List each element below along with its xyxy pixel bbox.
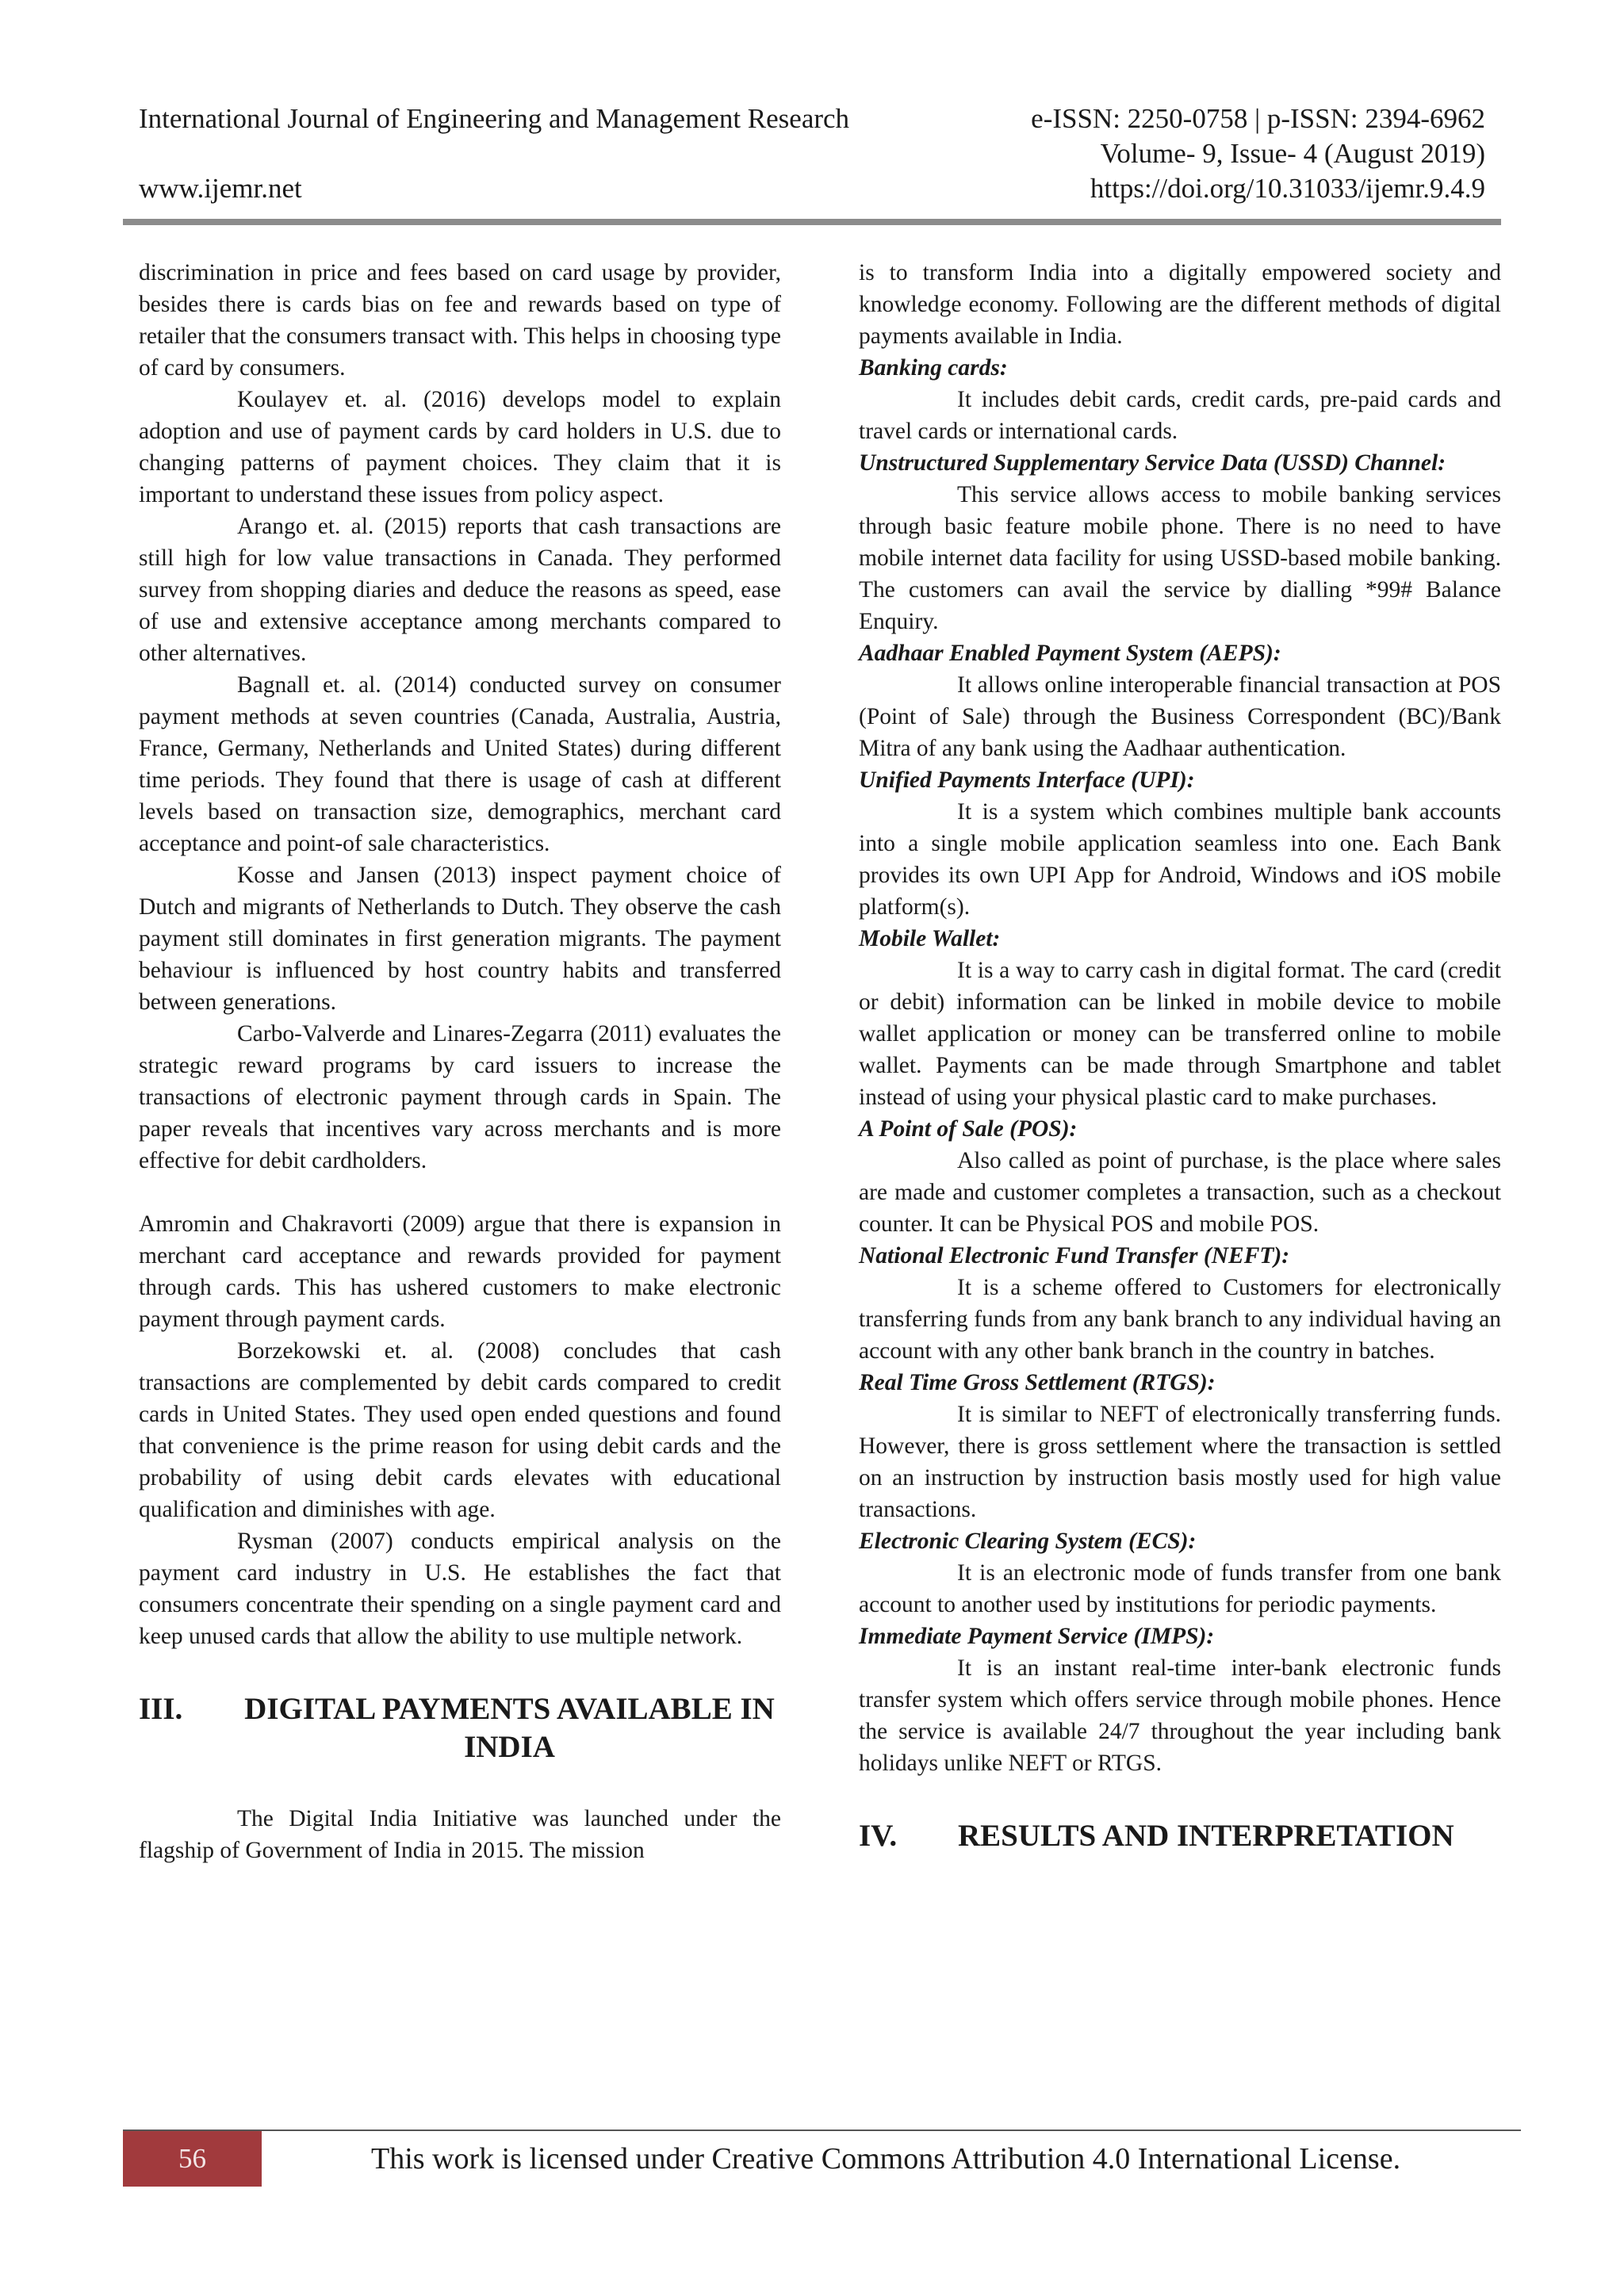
- spacer: [139, 1177, 781, 1208]
- journal-name: International Journal of Engineering and Management Research: [139, 103, 850, 134]
- paragraph: It allows online interoperable financial transaction at POS (Point of Sale) through the Business Correspondent (BC)/Bank Mitra of any bank using the Aadhaar authentication.: [859, 672, 1501, 761]
- subheading: Aadhaar Enabled Payment System (AEPS):: [859, 641, 1281, 666]
- paragraph: Koulayev et. al. (2016) develops model to explain adoption and use of payment cards by card holders in U.S. due to changing patterns of payment choices. They claim that it is important to understand these issues from policy aspect.: [139, 387, 781, 507]
- paragraph: It is an electronic mode of funds transfer from one bank account to another used by institutions for periodic payments.: [859, 1560, 1501, 1617]
- section-title: DIGITAL PAYMENTS AVAILABLE IN INDIA: [244, 1692, 775, 1764]
- left-column: [139, 257, 781, 1866]
- paragraph: Also called as point of purchase, is the place where sales are made and customer completes a transaction, such as a checkout counter. It can be Physical POS and mobile POS.: [859, 1148, 1501, 1237]
- spacer: [859, 1779, 1501, 1817]
- paragraph: The Digital India Initiative was launched under the flagship of Government of India in 2015. The mission: [139, 1806, 781, 1863]
- subheading: A Point of Sale (POS):: [859, 1116, 1078, 1142]
- issn: e-ISSN: 2250-0758 | p-ISSN: 2394-6962: [1031, 103, 1485, 134]
- subheading: Real Time Gross Settlement (RTGS):: [859, 1370, 1216, 1395]
- paragraph: It is an instant real-time inter-bank electronic funds transfer system which offers service through mobile phones. Hence the service is available 24/7 throughout the year including bank holidays unlike NEFT or RTGS.: [859, 1655, 1501, 1776]
- paragraph: is to transform India into a digitally empowered society and knowledge economy. Following are the different methods of digital payments available in India.: [859, 260, 1501, 349]
- paragraph: Bagnall et. al. (2014) conducted survey on consumer payment methods at seven countries (Canada, Australia, Austria, France, Germany, Netherlands and United States) during different time periods. They found that there is usage of cash at different levels based on transaction size, demographics, merchant card acceptance and point-of sale characteristics.: [139, 672, 781, 856]
- section-number: III.: [139, 1692, 183, 1726]
- section-heading-iv: [859, 1817, 1501, 1855]
- footer-divider: [123, 2130, 1521, 2131]
- subheading: National Electronic Fund Transfer (NEFT):: [859, 1243, 1290, 1269]
- subheading: Mobile Wallet:: [859, 926, 1001, 951]
- paragraph: This service allows access to mobile banking services through basic feature mobile phone. There is no need to have mobile internet data facility for using USSD-based mobile banking. The customers can avail the service by dialling *99# Balance Enquiry.: [859, 482, 1501, 634]
- subheading: Immediate Payment Service (IMPS):: [859, 1624, 1215, 1649]
- paragraph: It is a way to carry cash in digital format. The card (credit or debit) information can be linked in mobile device to mobile wallet application or money can be transferred online to mobile wallet. Payments can be made through Smartphone and tablet instead of using your physical plastic card to make purchases.: [859, 958, 1501, 1110]
- page-number-badge: [123, 2131, 262, 2187]
- section-heading-iii: [139, 1690, 781, 1766]
- paragraph: Borzekowski et. al. (2008) concludes that cash transactions are complemented by debit cards compared to credit cards in United States. They used open ended questions and found that convenience is the prime reason for using debit cards and the probability of using debit cards elevates with educational qualification and diminishes with age.: [139, 1338, 781, 1522]
- license-notice: This work is licensed under Creative Commons Attribution 4.0 International License.: [371, 2142, 1401, 2175]
- header-divider: [123, 219, 1501, 225]
- paragraph: Kosse and Jansen (2013) inspect payment choice of Dutch and migrants of Netherlands to Dutch. They observe the cash payment still dominates in first generation migrants. The payment behaviour is influenced by host country habits and transferred between generations.: [139, 863, 781, 1015]
- page-number: 56: [178, 2143, 206, 2174]
- paragraph: It includes debit cards, credit cards, pre-paid cards and travel cards or international cards.: [859, 387, 1501, 444]
- paragraph: Carbo-Valverde and Linares-Zegarra (2011) evaluates the strategic reward programs by card issuers to increase the transactions of electronic payment through cards in Spain. The paper reveals that incentives vary across merchants and is more effective for debit cardholders.: [139, 1021, 781, 1173]
- subheading: Electronic Clearing System (ECS):: [859, 1529, 1197, 1554]
- paragraph: It is a scheme offered to Customers for electronically transferring funds from any bank branch to any individual having an account with any other bank branch in the country in batches.: [859, 1275, 1501, 1364]
- subheading: Banking cards:: [859, 355, 1008, 381]
- subheading: Unstructured Supplementary Service Data (USSD) Channel:: [859, 450, 1446, 476]
- volume-issue: Volume- 9, Issue- 4 (August 2019): [1100, 138, 1485, 169]
- spacer: [139, 1766, 781, 1803]
- subheading: Unified Payments Interface (UPI):: [859, 767, 1195, 793]
- paragraph: It is a system which combines multiple bank accounts into a single mobile application seamless into one. Each Bank provides its own UPI App for Android, Windows and iOS mobile platform(s).: [859, 799, 1501, 920]
- website-link[interactable]: www.ijemr.net: [139, 173, 302, 204]
- section-number: IV.: [859, 1819, 898, 1853]
- doi-link[interactable]: https://doi.org/10.31033/ijemr.9.4.9: [1090, 173, 1485, 204]
- paragraph: Amromin and Chakravorti (2009) argue that there is expansion in merchant card acceptance and rewards provided for payment through cards. This has ushered customers to make electronic payment through payment cards.: [139, 1211, 781, 1332]
- paragraph: discrimination in price and fees based on card usage by provider, besides there is cards bias on fee and rewards based on type of retailer that the consumers transact with. This helps in choosing type of card by consumers.: [139, 260, 781, 381]
- paragraph: Rysman (2007) conducts empirical analysis on the payment card industry in U.S. He establishes the fact that consumers concentrate their spending on a single payment card and keep unused cards that allow the ability to use multiple network.: [139, 1529, 781, 1649]
- page-header: [139, 101, 1485, 206]
- right-column: [859, 257, 1501, 1855]
- paragraph: Arango et. al. (2015) reports that cash transactions are still high for low value transactions in Canada. They performed survey from shopping diaries and deduce the reasons as speed, ease of use and extensive acceptance among merchants compared to other alternatives.: [139, 514, 781, 666]
- paragraph: It is similar to NEFT of electronically transferring funds. However, there is gross settlement where the transaction is settled on an instruction by instruction basis mostly used for high value transactions.: [859, 1402, 1501, 1522]
- section-title: RESULTS AND INTERPRETATION: [958, 1819, 1454, 1853]
- spacer: [139, 1652, 781, 1690]
